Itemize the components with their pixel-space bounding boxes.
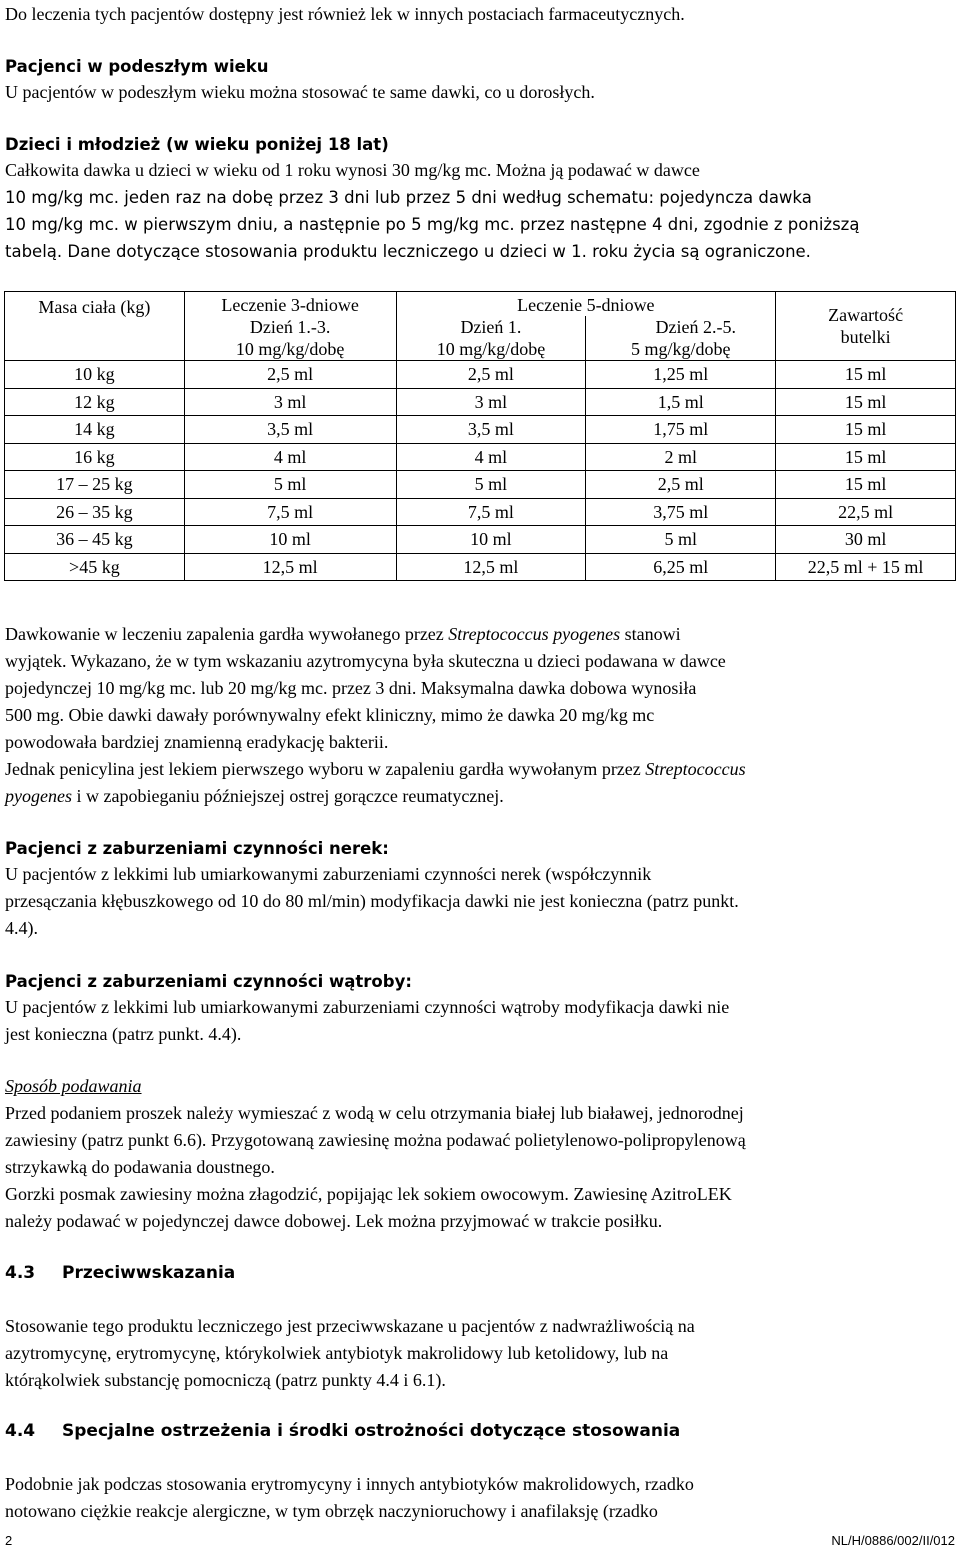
table-cell: 4 ml [396,443,586,471]
admin-heading: Sposób podawania [5,1076,142,1096]
renal-line-2: przesączania kłębuszkowego od 10 do 80 ml/min) modyfikacja dawki nie jest konieczna (patrz punkt. [5,891,739,911]
children-line-4: tabelą. Dane dotyczące stosowania produktu leczniczego u dzieci w 1. roku życia są ograniczone. [5,242,811,261]
table-cell: 5 ml [396,471,586,499]
children-line-1: Całkowita dawka u dzieci w wieku od 1 roku wynosi 30 mg/kg mc. Można ją podawać w dawce [5,160,700,180]
sec44-line-2: notowano ciężkie reakcje alergiczne, w tym obrzęk naczynioruchowy i anafilaksję (rzadko [5,1501,658,1521]
header-5day-day2-dose: 5 mg/kg/dobę [586,338,776,361]
table-cell: 10 ml [184,526,396,554]
strep-text-b: stanowi [620,624,681,644]
strep-line-3: pojedynczej 10 mg/kg mc. lub 20 mg/kg mc. przez 3 dni. Maksymalna dawka dobowa wynosiła [5,678,697,698]
header-5day-day1-dose: 10 mg/kg/dobę [396,338,586,361]
table-cell: 12,5 ml [396,553,586,581]
strep-organism: Streptococcus pyogenes [448,624,621,644]
section-4-3-number: 4.3 [5,1263,36,1283]
children-line-3: 10 mg/kg mc. w pierwszym dniu, a następnie po 5 mg/kg mc. przez następne 4 dni, zgodnie z poniższą [5,215,860,234]
strep-p2-organism-1: Streptococcus [645,759,746,779]
sec43-line-3: którąkolwiek substancję pomocniczą (patrz punkty 4.4 i 6.1). [5,1370,446,1390]
admin-line-5: należy podawać w pojedynczej dawce dobowej. Lek można przyjmować w trakcie posiłku. [5,1211,663,1231]
table-cell: 3 ml [184,388,396,416]
admin-line-1: Przed podaniem proszek należy wymieszać z wodą w celu otrzymania białej lub białawej, jednorodnej [5,1103,744,1123]
strep-line-7 [5,783,504,810]
admin-line-3: strzykawką do podawania doustnego. [5,1157,275,1177]
table-cell: 15 ml [776,471,956,499]
strep-p2-text-b: i w zapobieganiu późniejszej ostrej gorączce reumatycznej. [71,786,504,806]
table-cell: 4 ml [184,443,396,471]
strep-p2-organism-2: pyogenes [5,786,72,806]
elderly-text: U pacjentów w podeszłym wieku można stosować te same dawki, co u dorosłych. [5,82,595,102]
table-cell: 16 kg [5,443,185,471]
section-4-3-title: Przeciwwskazania [62,1263,236,1283]
header-5day: Leczenie 5-dniowe [396,292,776,317]
hepatic-line-2: jest konieczna (patrz punkt. 4.4). [5,1024,242,1044]
table-cell: 36 – 45 kg [5,526,185,554]
strep-line-6 [5,756,746,783]
table-cell: 14 kg [5,416,185,444]
header-content-line-1: Zawartość [828,305,904,325]
table-row [5,443,956,471]
sec43-line-2: azytromycynę, erytromycynę, którykolwiek antybiotyk makrolidowy lub ketolidowy, lub na [5,1343,669,1363]
table-row [5,416,956,444]
admin-line-2: zawiesiny (patrz punkt 6.6). Przygotowaną zawiesinę można podawać polietylenowo-polipropylenową [5,1130,746,1150]
table-cell: 12,5 ml [184,553,396,581]
intro-line: Do leczenia tych pacjentów dostępny jest również lek w innych postaciach farmaceutycznych. [5,4,685,24]
table-cell: 15 ml [776,416,956,444]
table-cell: 6,25 ml [586,553,776,581]
header-5day-day2: Dzień 2.-5. [586,316,776,338]
table-cell: 15 ml [776,443,956,471]
children-line-2: 10 mg/kg mc. jeden raz na dobę przez 3 dni lub przez 5 dni według schematu: pojedyncza dawka [5,188,812,207]
table-cell: 1,75 ml [586,416,776,444]
sec44-line-1: Podobnie jak podczas stosowania erytromycyny i innych antybiotyków makrolidowych, rzadko [5,1474,694,1494]
table-cell: 22,5 ml + 15 ml [776,553,956,581]
table-cell: 2,5 ml [586,471,776,499]
header-5day-day1: Dzień 1. [396,316,586,338]
section-4-4-heading [5,1418,680,1445]
table-cell: 3,75 ml [586,498,776,526]
header-3day: Leczenie 3-dniowe [184,292,396,317]
table-cell: 2 ml [586,443,776,471]
table-cell: >45 kg [5,553,185,581]
header-mass: Masa ciała (kg) [5,292,185,361]
table-row [5,498,956,526]
table-cell: 15 ml [776,361,956,389]
admin-line-4: Gorzki posmak zawiesiny można złagodzić, popijając lek sokiem owocowym. Zawiesinę AzitroLEK [5,1184,732,1204]
table-cell: 7,5 ml [396,498,586,526]
table-cell: 5 ml [184,471,396,499]
table-cell: 15 ml [776,388,956,416]
table-cell: 1,25 ml [586,361,776,389]
table-cell: 3 ml [396,388,586,416]
hepatic-line-1: U pacjentów z lekkimi lub umiarkowanymi zaburzeniami czynności wątroby modyfikacja dawki nie [5,997,730,1017]
table-cell: 12 kg [5,388,185,416]
table-cell: 17 – 25 kg [5,471,185,499]
table-cell: 22,5 ml [776,498,956,526]
section-4-4-title: Specjalne ostrzeżenia i środki ostrożności dotyczące stosowania [62,1421,681,1441]
table-cell: 30 ml [776,526,956,554]
section-4-4-number: 4.4 [5,1421,36,1441]
renal-heading: Pacjenci z zaburzeniami czynności nerek: [5,839,389,858]
strep-line-4: 500 mg. Obie dawki dawały porównywalny efekt kliniczny, mimo że dawka 20 mg/kg mc [5,705,655,725]
strep-line-2: wyjątek. Wykazano, że w tym wskazaniu azytromycyna była skuteczna u dzieci podawana w dawce [5,651,726,671]
table-row [5,388,956,416]
header-content-line-2: butelki [840,327,891,347]
children-heading: Dzieci i młodzież (w wieku poniżej 18 lat) [5,135,389,154]
table-cell: 1,5 ml [586,388,776,416]
page-number: 2 [5,1533,13,1548]
table-cell: 2,5 ml [184,361,396,389]
strep-text-a: Dawkowanie w leczeniu zapalenia gardła wywołanego przez [5,624,449,644]
table-cell: 7,5 ml [184,498,396,526]
header-3day-dose: 10 mg/kg/dobę [184,338,396,361]
hepatic-heading: Pacjenci z zaburzeniami czynności wątroby: [5,972,412,991]
table-row [5,361,956,389]
strep-p2-text-a: Jednak penicylina jest lekiem pierwszego wyboru w zapaleniu gardła wywołanym przez [5,759,646,779]
table-cell: 10 kg [5,361,185,389]
header-content [776,292,956,361]
renal-line-3: 4.4). [5,918,38,938]
strep-line-5: powodowała bardziej znamienną eradykację bakterii. [5,732,389,752]
table-row [5,471,956,499]
section-4-3-heading [5,1260,235,1287]
sec43-line-1: Stosowanie tego produktu leczniczego jest przeciwwskazane u pacjentów z nadwrażliwością na [5,1316,695,1336]
table-row [5,553,956,581]
dosing-table [4,291,956,581]
dosing-table-wrapper [5,291,956,581]
strep-line-1 [5,621,681,648]
document-code: NL/H/0886/002/II/012 [831,1533,955,1548]
table-cell: 3,5 ml [396,416,586,444]
table-cell: 10 ml [396,526,586,554]
table-cell: 5 ml [586,526,776,554]
header-3day-days: Dzień 1.-3. [184,316,396,338]
page-footer [5,1527,955,1554]
table-cell: 26 – 35 kg [5,498,185,526]
table-row [5,526,956,554]
renal-line-1: U pacjentów z lekkimi lub umiarkowanymi zaburzeniami czynności nerek (współczynnik [5,864,652,884]
elderly-heading: Pacjenci w podeszłym wieku [5,57,269,76]
table-cell: 2,5 ml [396,361,586,389]
table-cell: 3,5 ml [184,416,396,444]
